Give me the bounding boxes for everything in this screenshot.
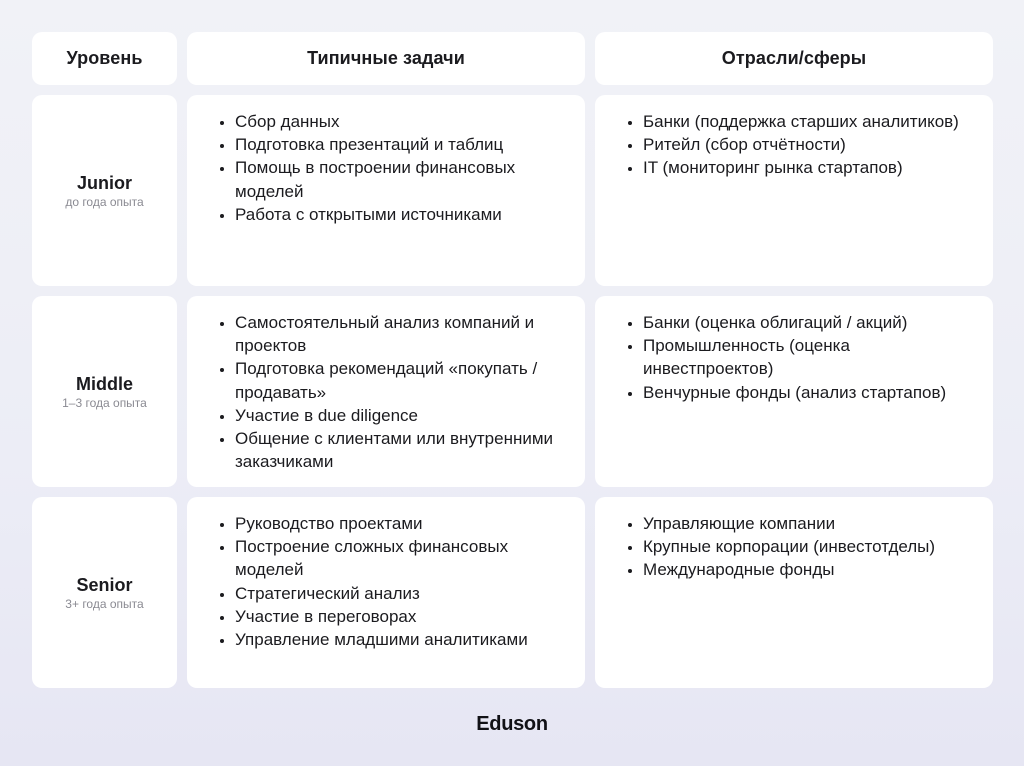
industries-cell-middle <box>595 296 993 487</box>
list-item: • Управление младшими аналитиками <box>235 628 567 651</box>
list-item: • Участие в due diligence <box>235 404 567 427</box>
list-item: • Работа с открытыми источниками <box>235 203 567 226</box>
list-item: • Помощь в построении финансовых моделей <box>235 156 567 202</box>
level-cell-middle <box>32 296 177 487</box>
list-item: • Подготовка презентаций и таблиц <box>235 133 567 156</box>
industries-cell-senior <box>595 497 993 688</box>
list-item: • Международные фонды <box>643 558 975 581</box>
list-item: • Банки (оценка облигаций / акций) <box>643 311 975 334</box>
list-item: • Ритейл (сбор отчётности) <box>643 133 975 156</box>
level-name: Middle <box>76 374 133 394</box>
list-item: • IT (мониторинг рынка стартапов) <box>643 156 975 179</box>
list-item: • Подготовка рекомендаций «покупать / продавать» <box>235 357 567 403</box>
list-item: • Самостоятельный анализ компаний и проектов <box>235 311 567 357</box>
header-level: Уровень <box>32 32 177 85</box>
header-tasks: Типичные задачи <box>187 32 585 85</box>
list-item: • Сбор данных <box>235 110 567 133</box>
level-experience: 3+ года опыта <box>65 597 144 611</box>
header-industries: Отрасли/сферы <box>595 32 993 85</box>
level-experience: до года опыта <box>65 195 144 209</box>
list-item: • Венчурные фонды (анализ стартапов) <box>643 381 975 404</box>
industries-list <box>623 110 975 180</box>
industries-list <box>623 311 975 404</box>
career-levels-table <box>32 32 992 688</box>
tasks-cell-senior <box>187 497 585 688</box>
list-item: • Участие в переговорах <box>235 605 567 628</box>
tasks-cell-junior <box>187 95 585 286</box>
eduson-logo: Eduson <box>476 713 548 735</box>
level-cell-senior <box>32 497 177 688</box>
list-item: • Стратегический анализ <box>235 582 567 605</box>
tasks-cell-middle <box>187 296 585 487</box>
list-item: • Управляющие компании <box>643 512 975 535</box>
tasks-list <box>215 311 567 473</box>
level-experience: 1–3 года опыта <box>62 396 147 410</box>
tasks-list <box>215 512 567 651</box>
industries-cell-junior <box>595 95 993 286</box>
list-item: • Банки (поддержка старших аналитиков) <box>643 110 975 133</box>
list-item: • Промышленность (оценка инвестпроектов) <box>643 334 975 380</box>
tasks-list <box>215 110 567 226</box>
level-cell-junior <box>32 95 177 286</box>
list-item: • Общение с клиентами или внутренними заказчиками <box>235 427 567 473</box>
list-item: • Построение сложных финансовых моделей <box>235 535 567 581</box>
level-name: Junior <box>76 173 132 193</box>
list-item: • Крупные корпорации (инвестотделы) <box>643 535 975 558</box>
level-name: Senior <box>76 575 133 595</box>
industries-list <box>623 512 975 582</box>
list-item: • Руководство проектами <box>235 512 567 535</box>
